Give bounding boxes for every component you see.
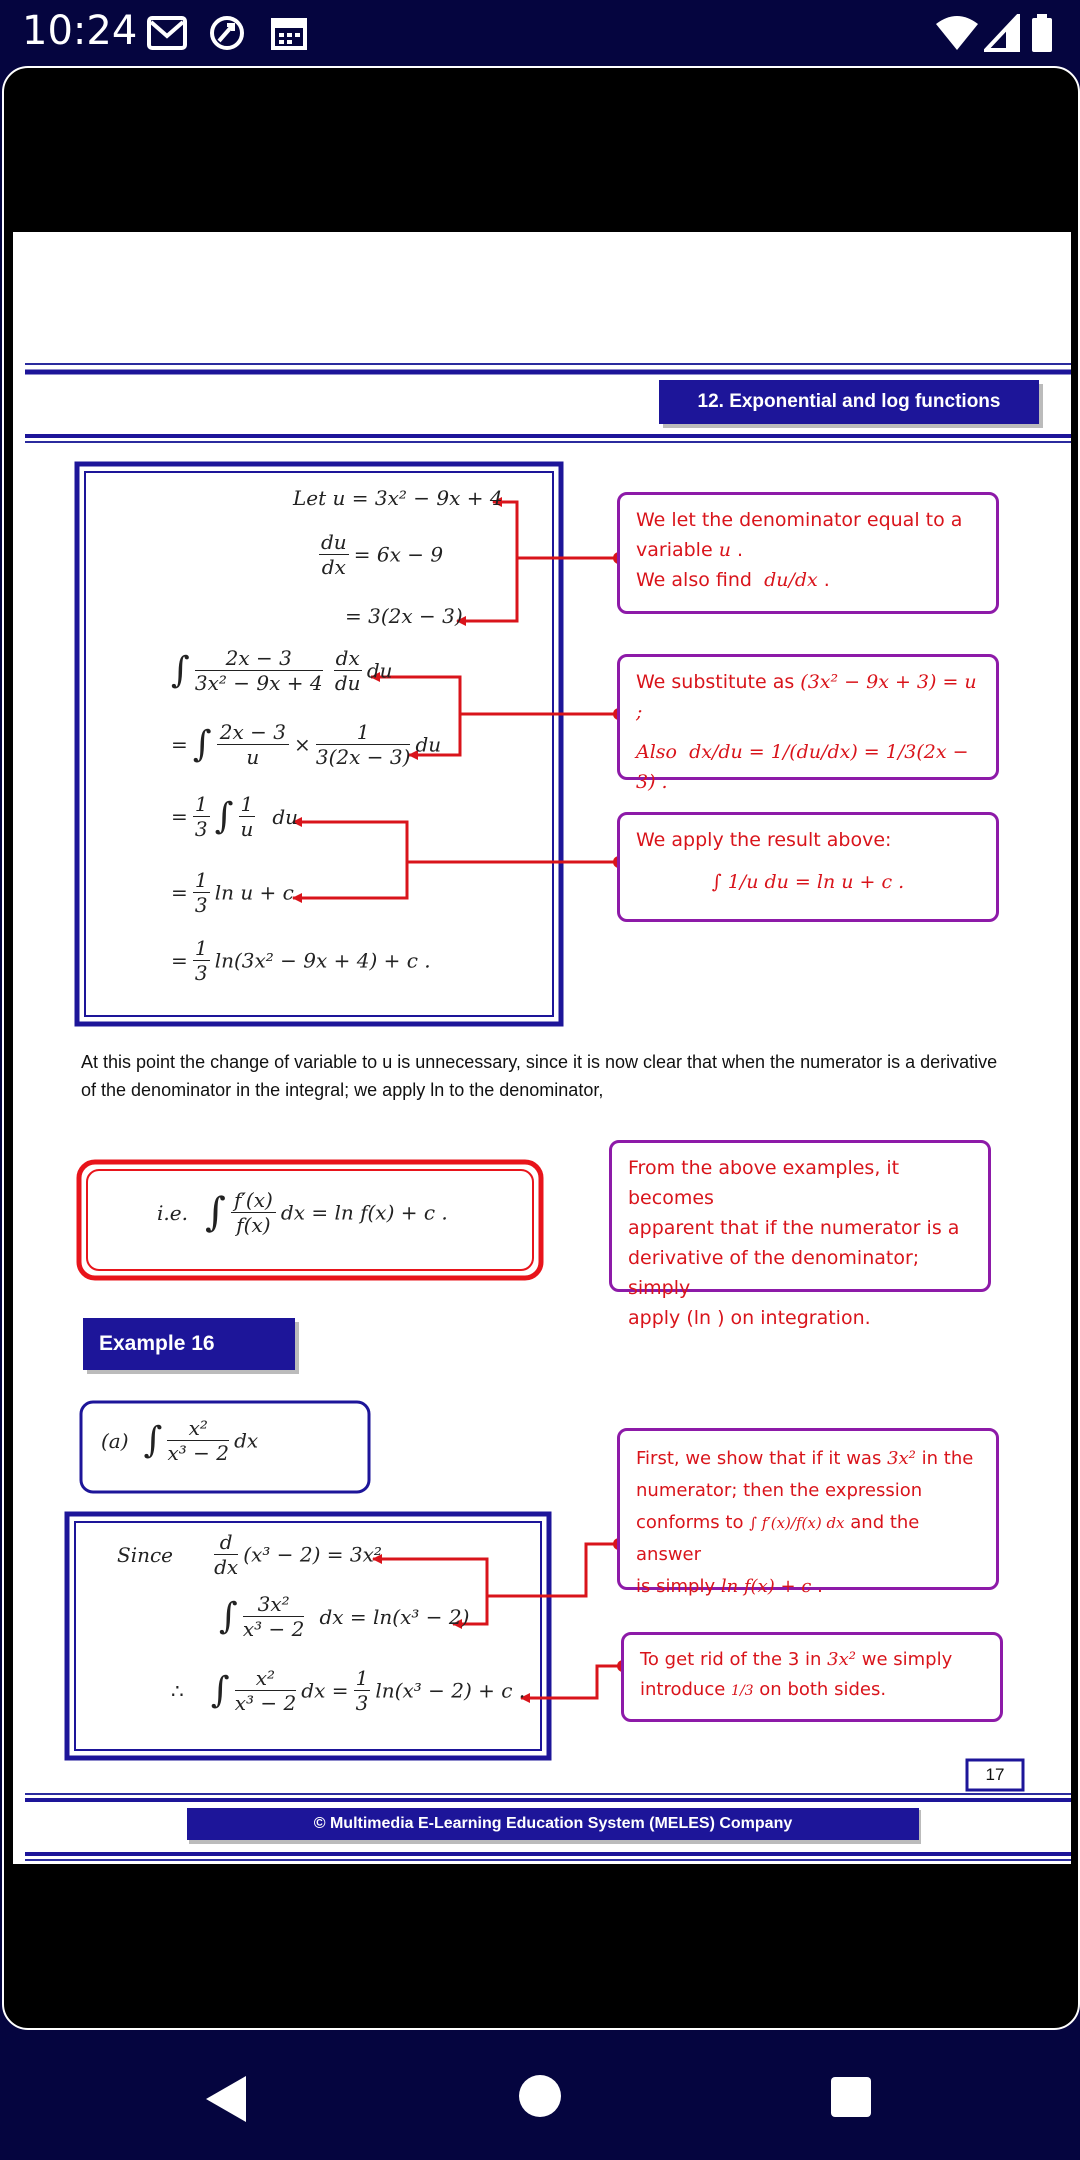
solution-line2-tail: dx = ln(x³ − 2) — [319, 1604, 470, 1629]
solution-line-3: ∴ ∫ $\frac{\text{x²}}{\text{x³ − 2}}$ dx = $\frac{1}{3}$ ln(x³ − 2) + c . — [171, 1666, 526, 1715]
callout1-line1: We let the denominator equal to a — [636, 509, 963, 531]
callout6-line1-end: we simply — [861, 1649, 953, 1670]
part-a-prefix: (a) — [101, 1428, 129, 1453]
callout4-line3: derivative of the denominator; simply — [628, 1247, 920, 1299]
callout1-period2: . — [823, 569, 830, 591]
solution-since: Since — [117, 1542, 174, 1567]
int3-tail: du — [272, 804, 299, 829]
solution-line3-mid: dx = — [301, 1678, 349, 1703]
callout2-equation: (3x² − 9x + 3) = u ; — [636, 671, 977, 723]
callout6-line2: introduce — [640, 1679, 726, 1700]
integral-line-5: = $\frac{1}{3}$ ln(3x² − 9x + 4) + c . — [171, 936, 431, 985]
int2-denominator: u — [246, 745, 260, 769]
recents-icon[interactable] — [830, 2076, 872, 2118]
ie-formula: i.e. ∫ $\frac{f'(x)}{f(x)}$ dx = ln f(x) + c . — [157, 1188, 448, 1237]
callout5-line3-end: and the answer — [636, 1512, 920, 1565]
callout-substitution — [617, 654, 999, 793]
callout1-line2: variable — [636, 539, 713, 561]
callout5-line2: numerator; then the expression — [636, 1480, 923, 1501]
integral-line-2: = ∫ $\frac{2x - 3}{u}$ × $\frac{1}{3(2x - 3)}$ du — [171, 720, 442, 769]
callout5-answer: ln f(x) + c — [720, 1576, 812, 1597]
signal-icon — [984, 14, 1020, 52]
callout4-line4: apply (ln ) on integration. — [628, 1307, 871, 1329]
int2-numerator: 2x − 3 — [217, 720, 289, 745]
callout5-period: . — [817, 1576, 823, 1597]
callout-first-show — [617, 1428, 999, 1597]
int2-times: × — [294, 732, 311, 757]
solution-line-1 — [117, 1530, 382, 1579]
callout4-line2: apparent that if the numerator is a — [628, 1217, 960, 1239]
du-denominator: dx — [321, 555, 346, 579]
int4-tail: ln u + c — [214, 880, 294, 905]
solution-line3-coef-denominator: 3 — [355, 1691, 369, 1715]
solution-line2-denominator: x³ − 2 — [242, 1617, 305, 1641]
int1-numerator: 2x − 3 — [195, 646, 323, 671]
callout5-line3: conforms to — [636, 1512, 744, 1533]
derivation-du-dx — [319, 530, 443, 579]
page-footer: © Multimedia E-Learning Education System (MELES) Company — [313, 1815, 793, 1832]
gmail-icon — [146, 14, 188, 52]
derivation-let-line: Let u = 3x² − 9x + 4 — [293, 486, 503, 510]
part-a-tail: dx — [234, 1428, 259, 1453]
callout2-also: Also — [636, 741, 677, 763]
callout6-fraction: 1/3 — [731, 1683, 754, 1699]
example-part-a: (a) ∫ $\frac{\text{x²}}{\text{x³ − 2}}$ dx — [101, 1416, 259, 1465]
solution-line3-tail: ln(x³ − 2) + c . — [375, 1678, 526, 1703]
int2-frac-denominator: 3(2x − 3) — [315, 745, 411, 769]
callout-denominator-variable — [617, 492, 999, 614]
therefore-symbol: ∴ — [171, 1678, 184, 1703]
int4-denominator: 3 — [194, 893, 208, 917]
int3-coef-numerator: 1 — [194, 792, 208, 816]
int2-frac-numerator: 1 — [316, 720, 411, 745]
callout2-line1: We substitute as — [636, 671, 795, 693]
solution-line3-coef-numerator: 1 — [355, 1666, 369, 1690]
callout-apply-result — [617, 812, 999, 922]
part-a-denominator: x³ − 2 — [167, 1441, 229, 1465]
ie-tail: dx = ln f(x) + c . — [280, 1200, 448, 1225]
battery-icon — [1030, 14, 1054, 52]
status-bar — [0, 0, 1080, 66]
document-viewer[interactable] — [2, 66, 1080, 2030]
callout5-line4: is simply — [636, 1576, 716, 1597]
callout6-line2-end: on both sides. — [759, 1679, 887, 1700]
callout1-period: . — [737, 539, 744, 561]
home-icon[interactable] — [518, 2074, 562, 2118]
callout5-line1-end: in the — [921, 1448, 974, 1469]
int5-numerator: 1 — [194, 936, 208, 960]
int4-numerator: 1 — [194, 868, 208, 892]
solution-line3-denominator: x³ − 2 — [234, 1691, 297, 1715]
solution-line-2: ∫ $\frac{\text{3x²}}{\text{x³ − 2}}$ dx = ln(x³ − 2) — [219, 1592, 470, 1641]
back-icon[interactable] — [202, 2074, 248, 2124]
callout5-term: 3x² — [887, 1448, 916, 1469]
integral-line-4: = $\frac{1}{3}$ ln u + c — [171, 868, 294, 917]
int1-denominator: 3x² − 9x + 4 — [194, 671, 323, 695]
callout-remove-three — [621, 1632, 1003, 1722]
sync-icon — [206, 14, 248, 52]
solution-line2-numerator: 3x² — [243, 1592, 305, 1617]
ie-denominator: f(x) — [236, 1213, 271, 1237]
page-number: 17 — [985, 1765, 1005, 1784]
int3-numerator: 1 — [240, 792, 254, 816]
solution-d-denominator: dx — [214, 1555, 239, 1579]
pdf-page — [13, 232, 1071, 1864]
ie-numerator: f′(x) — [231, 1188, 276, 1213]
callout6-term: 3x² — [827, 1649, 856, 1670]
status-time: 10:24 — [22, 8, 138, 54]
callout1-derivative: du/dx — [764, 569, 818, 591]
part-a-numerator: x² — [167, 1416, 229, 1441]
navigation-bar — [0, 2026, 1080, 2160]
solution-line1-tail: (x³ − 2) = 3x² — [243, 1542, 382, 1567]
callout1-var: u — [718, 539, 731, 561]
callout5-integral: ∫ f′(x)/f(x) dx — [749, 1514, 845, 1532]
callout6-line1: To get rid of the 3 in — [640, 1649, 822, 1670]
chapter-header-label: 12. Exponential and log functions — [697, 391, 1001, 412]
int5-denominator: 3 — [194, 961, 208, 985]
int5-tail: ln(3x² − 9x + 4) + c . — [214, 948, 431, 973]
du-numerator: du — [321, 530, 347, 554]
callout1-line3: We also find — [636, 569, 752, 591]
du-rhs: = 6x − 9 — [353, 542, 444, 567]
callout-conclusion — [609, 1140, 991, 1329]
explanation-paragraph: At this point the change of variable to u is unnecessary, since it is now clear that when the numerator is a derivative of the denominator in the integral; we apply ln to the denominator, — [81, 1052, 998, 1100]
du-rhs-factored: = 3(2x − 3) — [345, 604, 463, 628]
wifi-icon — [934, 14, 980, 52]
int3-coef-denominator: 3 — [194, 817, 208, 841]
integral-line-1: ∫ $\frac{2x - 3}{\text{3x² − 9x + 4}}$ $\frac{dx}{du}$ du — [171, 646, 393, 695]
callout4-line1: From the above examples, it becomes — [628, 1157, 900, 1209]
solution-d-numerator: d — [214, 1530, 238, 1555]
callout5-line1: First, we show that if it was — [636, 1448, 882, 1469]
int1-dx-denominator: du — [334, 671, 361, 695]
callout2-formula: dx/du = 1/(du/dx) = 1/3(2x − 3) . — [636, 741, 969, 793]
ie-prefix: i.e. — [157, 1200, 188, 1225]
integral-line-3: = $\frac{1}{3}$ ∫ $\frac{1}{u}$ du — [171, 792, 299, 841]
int1-dx-numerator: dx — [335, 646, 360, 670]
int3-denominator: u — [240, 817, 254, 841]
example-label: Example 16 — [99, 1332, 215, 1355]
int1-tail: du — [366, 658, 393, 683]
callout3-line1: We apply the result above: — [636, 829, 892, 851]
int2-tail: du — [415, 732, 442, 757]
callout3-formula: ∫ 1/u du = ln u + c . — [711, 871, 905, 893]
calendar-icon — [270, 14, 308, 52]
solution-line3-numerator: x² — [235, 1666, 297, 1691]
